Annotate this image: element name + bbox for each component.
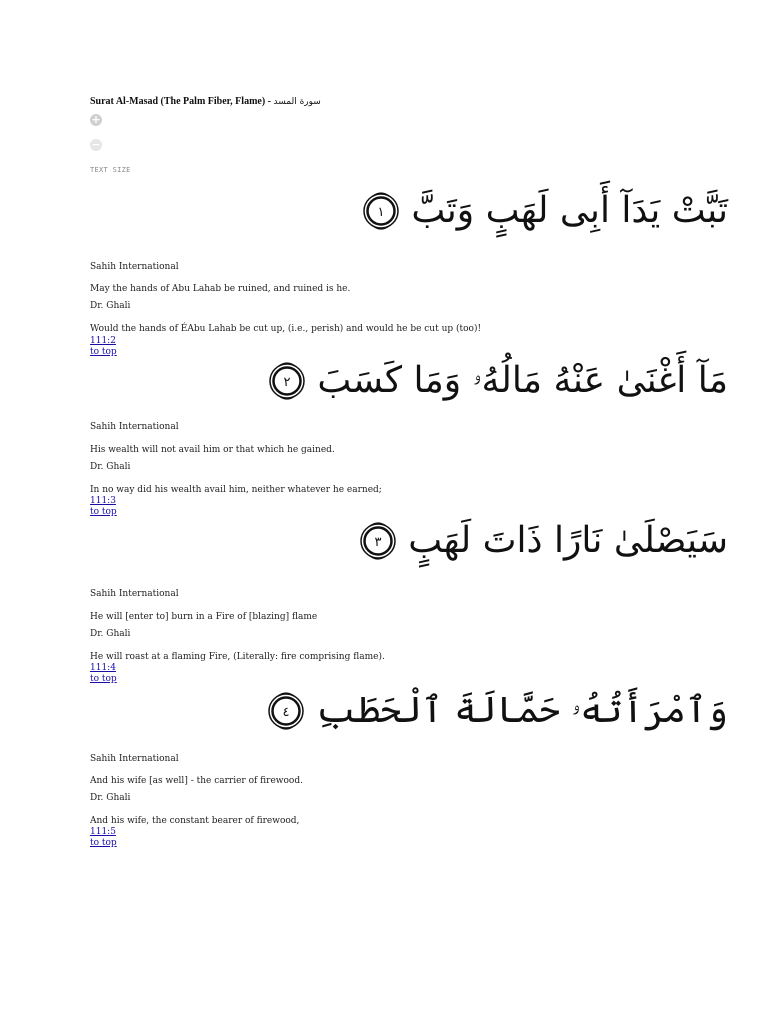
translator-label: Sahih International: [90, 589, 179, 599]
translation-text: May the hands of Abu Lahab be ruined, and ruined is he.: [90, 284, 351, 294]
translation-text: He will roast at a flaming Fire, (Literally: fire comprising flame).: [90, 652, 385, 662]
ayah-number: ١: [377, 204, 385, 220]
translation-text: In no way did his wealth avail him, neither whatever he earned;: [90, 485, 382, 495]
ayah-number: ٢: [283, 375, 291, 390]
verse-link[interactable]: 111:3: [90, 496, 116, 506]
to-top-link[interactable]: to top: [90, 838, 117, 848]
verse-link[interactable]: 111:2: [90, 336, 116, 346]
translator-label: Sahih International: [90, 422, 179, 432]
to-top-link[interactable]: to top: [90, 507, 117, 517]
zoom-in-button[interactable]: +: [91, 113, 101, 126]
verse-arabic-block: [361, 190, 728, 231]
ayah-number-marker-icon: [267, 361, 307, 401]
translation-text: His wealth will not avail him or that which he gained.: [90, 445, 335, 455]
surah-title-arabic: سورة المسد: [273, 97, 321, 107]
translator-label: Sahih International: [90, 262, 179, 272]
translation-text: And his wife, the constant bearer of firewood,: [90, 816, 300, 826]
verse-arabic-block: [266, 690, 728, 732]
translator-label: Sahih International: [90, 754, 179, 764]
ayah-number: ٤: [282, 705, 290, 720]
zoom-out-button[interactable]: −: [91, 138, 101, 151]
verse-arabic-text: تَبَّتْ يَدَآ أَبِى لَهَبٍ وَتَبَّ: [411, 190, 728, 231]
surah-title: [90, 96, 321, 107]
ayah-number-marker-icon: [358, 521, 398, 561]
verse-arabic-text: سَيَصْلَىٰ نَارًا ذَاتَ لَهَبٍ: [408, 520, 728, 561]
verse-arabic-text: وَٱمْرَأَتُهُۥ حَمَّالَةَ ٱلْحَطَبِ: [316, 690, 728, 731]
translation-text: And his wife [as well] - the carrier of firewood.: [90, 776, 303, 786]
verse-link[interactable]: 111:4: [90, 663, 116, 673]
verse-arabic-text: مَآ أَغْنَىٰ عَنْهُ مَالُهُۥ وَمَا كَسَبَ: [317, 360, 728, 401]
translator-label: Dr. Ghali: [90, 793, 131, 803]
translator-label: Dr. Ghali: [90, 462, 131, 472]
translation-text: He will [enter to] burn in a Fire of [blazing] flame: [90, 612, 318, 622]
to-top-link[interactable]: to top: [90, 674, 117, 684]
translator-label: Dr. Ghali: [90, 301, 131, 311]
ayah-number: ٣: [374, 534, 382, 550]
text-size-label: TEXT SIZE: [90, 166, 131, 174]
translation-text: Would the hands of ÉAbu Lahab be cut up, (i.e., perish) and would he be cut up (too)!: [90, 324, 482, 334]
verse-link[interactable]: 111:5: [90, 827, 116, 837]
translator-label: Dr. Ghali: [90, 629, 131, 639]
verse-arabic-block: [358, 520, 728, 561]
to-top-link[interactable]: to top: [90, 347, 117, 357]
surah-title-english: Surat Al-Masad (The Palm Fiber, Flame) -: [90, 96, 274, 107]
ayah-number-marker-icon: [266, 691, 306, 731]
verse-arabic-block: [267, 360, 728, 402]
ayah-number-marker-icon: [361, 191, 401, 231]
